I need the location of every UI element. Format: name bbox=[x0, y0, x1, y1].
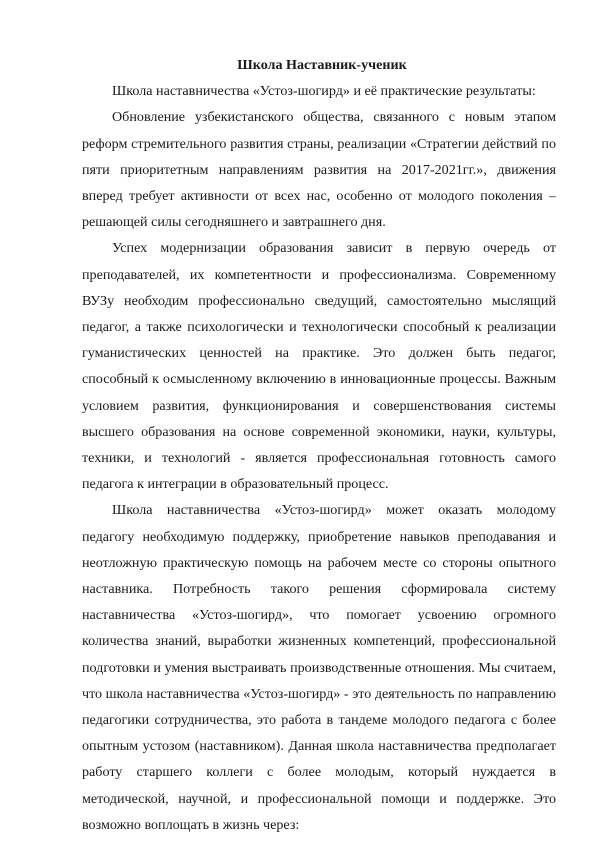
paragraph-mentorship-school: Школа наставничества «Устоз-шогирд» может оказать молодому педагогу необходимую поддержку, приобретение навыков преподавания и неотложную практическую помощь на рабочем месте со стороны опытного наставника. Потребность такого решения сформировала систему наставничества «Устоз-шогирд», что помогает усвоению огромного количества знаний, выработки жизненных компетенций, профессиональной подготовки и умения выстраивать производственные отношения. Мы считаем, что школа наставничества «Устоз-шогирд» - это деятельность по направлению педагогики сотрудничества, это работа в тандеме молодого педагога с более опытным устозом (наставником). Данная школа наставничества предполагает работу старшего коллеги с более молодым, который нуждается в методической, научной, и профессиональной помощи и поддержке. Это возможно воплощать в жизнь через: bbox=[82, 502, 556, 833]
paragraph-renewal: Обновление узбекистанского общества, связанного с новым этапом реформ стремительного развития страны, реализации «Стратегии действий по пяти приоритетным направлениям развития на 2017-2021гг.», движения вперед требует активности от всех нас, особенно от молодого поколения – решающей силы сегодняшнего и завтрашнего дня. bbox=[82, 109, 556, 231]
paragraph-modernization: Успех модернизации образования зависит в первую очередь от преподавателей, их компетентности и профессионализма. Современному ВУЗу необходим профессионально сведущий, самостоятельно мыслящий педагог, а также психологически и технологически способный к реализации гуманистических ценностей на практике. Это должен быть педагог, способный к осмысленному включению в инновационные процессы. Важным условием развития, функционирования и совершенствования системы высшего образования на основе современной экономики, науки, культуры, техники, и технологий - является профессиональная готовность самого педагога к интеграции в образовательный процесс. bbox=[82, 240, 556, 493]
document-page bbox=[82, 52, 556, 838]
document-title: Школа Наставник-ученик bbox=[237, 57, 407, 73]
paragraph-intro: Школа наставничества «Устоз-шогирд» и её практические результаты: bbox=[112, 83, 536, 100]
